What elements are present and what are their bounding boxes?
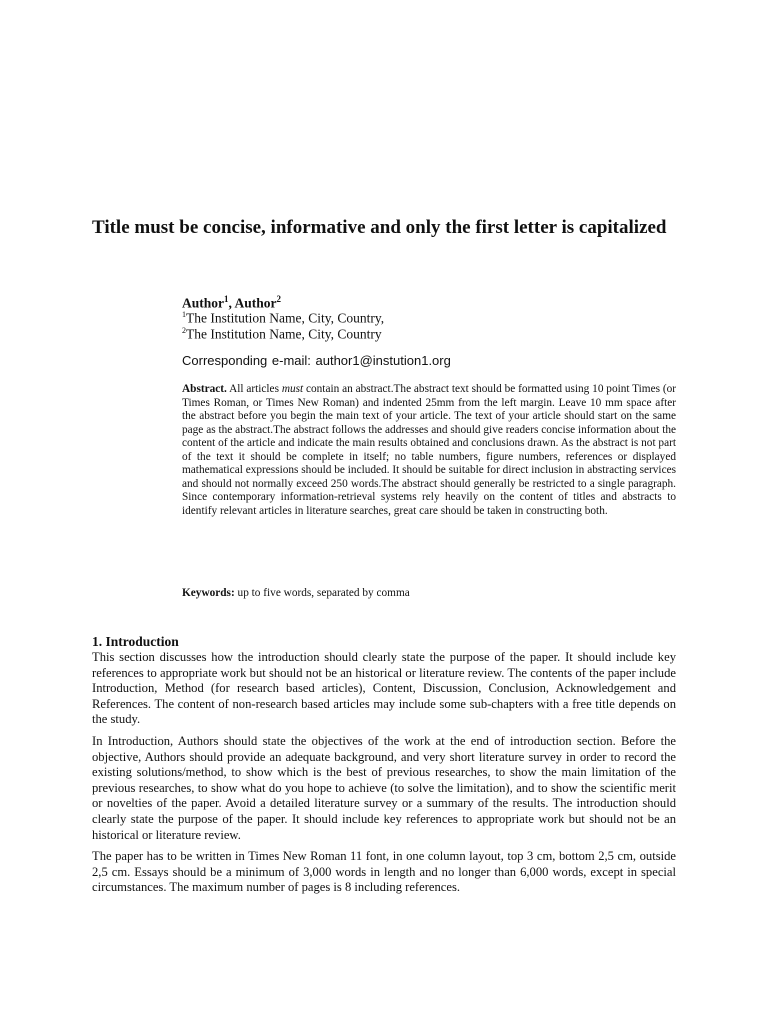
affiliation-superscript: 2 (182, 326, 186, 335)
body-paragraph: In Introduction, Authors should state the objectives of the work at the end of introduction section. Before the objective, Authors should provide an adequate background, and very short literature survey in order to record the existing solutions/method, to show which is the best of previous researches, to show the main limitation of the previous researches, to show what do you hope to achieve (to solve the limitation), and to show the scientific merit or novelties of the paper. Avoid a detailed literature survey or a summary of the results. The introduction should clearly state the purpose of the paper. It should include key references to appropriate work but should not be an historical or literature review. (92, 734, 676, 842)
abstract-text: All articles (226, 383, 282, 395)
author-name: Author (182, 295, 225, 311)
keywords-label: Keywords: (182, 587, 235, 599)
affiliation-superscript: 1 (182, 310, 186, 319)
affiliation-text: The Institution Name, City, Country, (186, 310, 385, 326)
body-paragraph: The paper has to be written in Times New Roman 11 font, in one column layout, top 3 cm, bottom 2,5 cm, outside 2,5 cm. Essays should be a minimum of 3,000 words in length and no longer than 6,000 words, except in special circumstances. The maximum number of pages is 8 including references. (92, 849, 676, 895)
corresponding-email: Corresponding e-mail: author1@instution1.org (182, 353, 451, 368)
abstract (182, 383, 676, 518)
abstract-text: contain an abstract.The abstract text should be formatted using 10 point Times (or Times Roman, or Times New Roman) and indented 25mm from the left margin. Leave 10 mm space after the abstract before you begin the main text of your article. The text of your article should start on the same page as the abstract.The abstract follows the addresses and should give readers concise information about the content of the article and indicate the main results obtained and conclusions drawn. As the abstract is not part of the text it should be complete in itself; no table numbers, figure numbers, references or displayed mathematical expressions should be included. It should be suitable for direct inclusion in abstracting services and should not normally exceed 250 words.The abstract should generally be restricted to a single paragraph. Since contemporary information-retrieval systems rely heavily on the content of titles and abstracts to identify relevant articles in literature searches, great care should be taken in constructing both. (182, 383, 676, 517)
keywords-text: up to five words, separated by comma (234, 587, 410, 599)
author-superscript: 1 (224, 294, 229, 304)
affiliation (182, 323, 382, 343)
author-separator: , (228, 295, 235, 311)
author-superscript: 2 (276, 294, 282, 304)
body-paragraph: This section discusses how the introduction should clearly state the purpose of the paper. It should include key references to appropriate work but should not be an historical or literature review. The contents of the paper include Introduction, Method (for research based articles), Content, Discussion, Conclusion, Acknowledgement and References. The content of non-research based articles may include some sub-chapters with a free title depends on the study. (92, 650, 676, 727)
section-heading: 1. Introduction (92, 634, 179, 649)
author-name: Author (234, 295, 277, 311)
keywords (182, 587, 410, 601)
abstract-emphasis: must (281, 383, 304, 395)
abstract-label: Abstract. (182, 383, 227, 395)
affiliation-text: The Institution Name, City, Country (186, 326, 382, 342)
paper-title: Title must be concise, informative and only the first letter is capitalized (92, 217, 667, 238)
